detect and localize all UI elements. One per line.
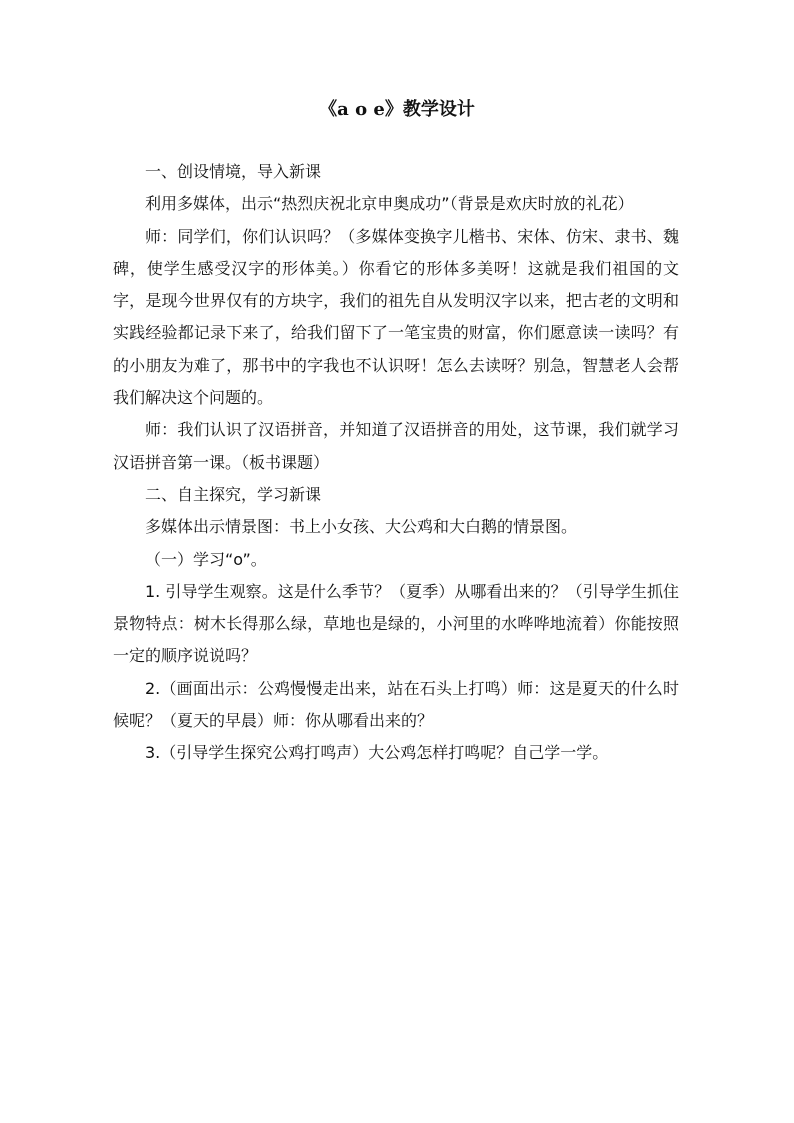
paragraph-teacher-dialogue-1: 师：同学们，你们认识吗？（多媒体变换字儿楷书、宋体、仿宋、隶书、魏碑，使学生感受汉字的形体美。）你看它的形体多美呀！这就是我们祖国的文字，是现今世界仅有的方块字，我们的祖先自从发明汉字以来，把古老的文明和实践经验都记录下来了，给我们留下了一笔宝贵的财富，你们愿意读一读吗？有的小朋友为难了，那书中的字我也不认识呀！怎么去读呀？别急，智慧老人会帮我们解决这个问题的。 bbox=[113, 226, 679, 408]
document-body bbox=[113, 156, 679, 770]
list-item-1: 1. 引导学生观察。这是什么季节？（夏季）从哪看出来的？（引导学生抓住景物特点：树木长得那么绿，草地也是绿的，小河里的水哗哗地流着）你能按照一定的顺序说说吗？ bbox=[113, 581, 679, 666]
paragraph-scene-image: 多媒体出示情景图：书上小女孩、大公鸡和大白鹅的情景图。 bbox=[145, 517, 578, 537]
section-heading-1: 一、创设情境，导入新课 bbox=[145, 162, 322, 181]
paragraph-teacher-dialogue-2: 师：我们认识了汉语拼音，并知道了汉语拼音的用处，这节课，我们就学习汉语拼音第一课。（板书课题） bbox=[113, 420, 679, 472]
section-heading-2: 二、自主探究，学习新课 bbox=[145, 484, 322, 504]
list-item-3: 3.（引导学生探究公鸡打鸣声）大公鸡怎样打鸣呢？自己学一学。 bbox=[145, 743, 609, 763]
document-title: 《a o e》教学设计 bbox=[319, 99, 475, 120]
subsection-heading-o: （一）学习“o”。 bbox=[145, 549, 267, 569]
paragraph-multimedia-intro: 利用多媒体，出示“热烈庆祝北京申奥成功”（背景是欢庆时放的礼花） bbox=[145, 194, 634, 214]
list-item-2: 2.（画面出示：公鸡慢慢走出来，站在石头上打鸣）师：这是夏天的什么时候呢？（夏天的早晨）师：你从哪看出来的？ bbox=[113, 678, 679, 731]
